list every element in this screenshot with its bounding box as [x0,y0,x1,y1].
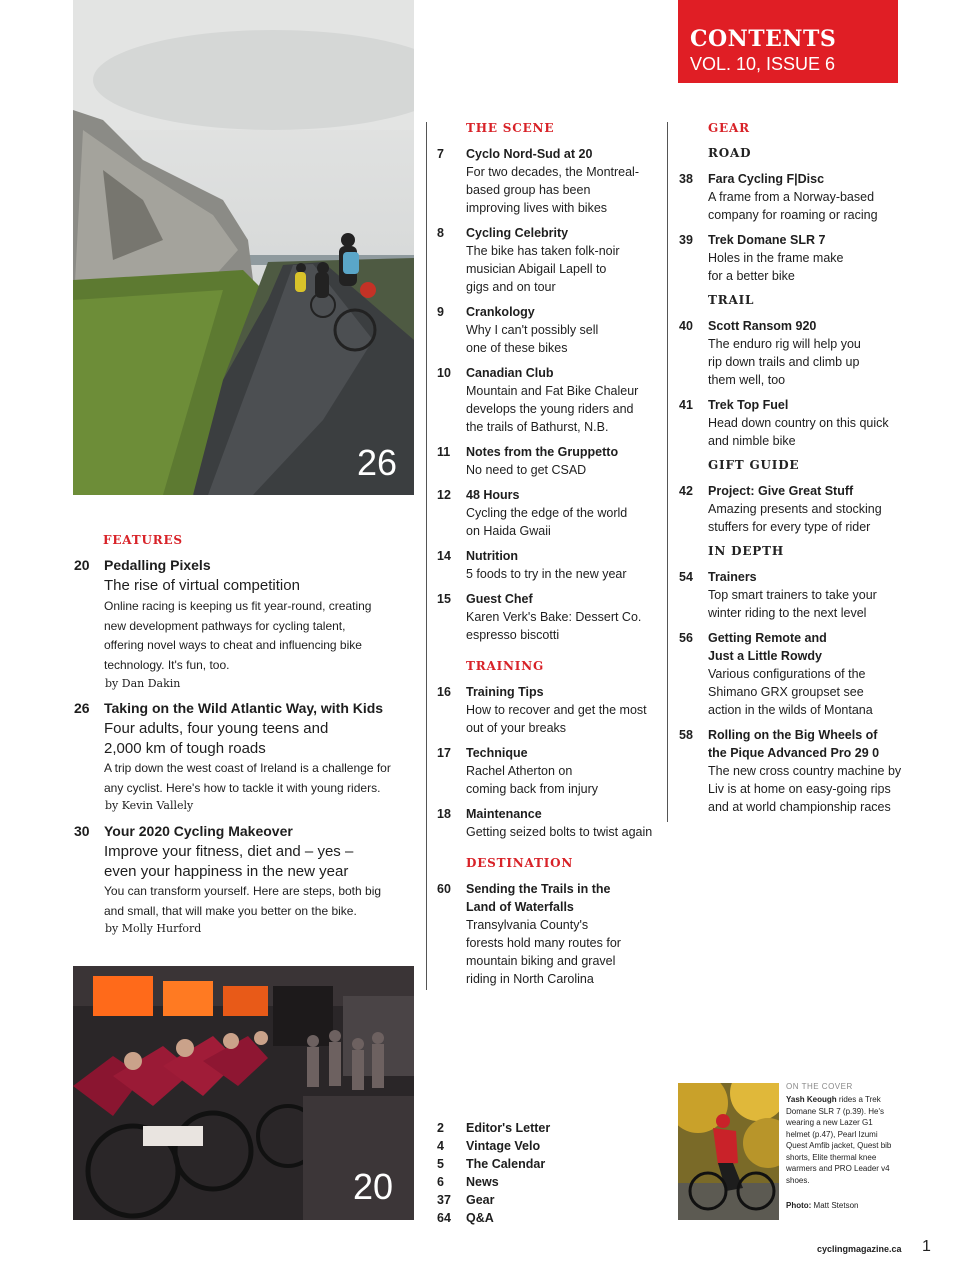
department-page: 5 [437,1157,444,1171]
entry-page: 14 [437,549,451,563]
entry-title: Project: Give Great Stuff [708,484,854,498]
entry-page: 18 [437,807,451,821]
feature-page: 26 [74,700,90,716]
entry-description: Mountain and Fat Bike Chaleur develops the young riders and the trails of Bathurst, N.B. [466,384,639,434]
entry-title: Trek Domane SLR 7 [708,233,826,247]
entry-title: Canadian Club [466,366,554,380]
entry-description: The enduro rig will help you rip down trails and climb up them well, too [708,337,861,387]
feature-dek: The rise of virtual competition [104,577,300,594]
feature-dek: Improve your fitness, diet and – yes – even your happiness in the new year [104,843,354,880]
department-item[interactable] [437,1173,499,1191]
entry-description: For two decades, the Montreal- based group has been improving lives with bikes [466,165,639,215]
cover-photo [678,1083,779,1220]
entry-description: 5 foods to try in the new year [466,567,627,581]
feature-byline: by Molly Hurford [105,922,202,935]
entry-page: 16 [437,685,451,699]
entry-title: Trek Top Fuel [708,398,789,412]
feature-description: Online racing is keeping us fit year-round, creating new development pathways for cycling talent, offering novel ways to cheat and influencing bike technology. It's fun, too. [104,599,372,672]
entry-title: Maintenance [466,807,542,821]
page-title: CONTENTS [690,26,837,52]
entry-page: 17 [437,746,451,760]
gift-guide-subheading: GIFT GUIDE [708,458,800,472]
entry-description: How to recover and get the most out of your breaks [466,703,647,735]
entry-title: Fara Cycling F|Disc [708,172,825,186]
entry-description: The bike has taken folk-noir musician Abigail Lapell to gigs and on tour [466,244,620,294]
trail-subheading: TRAIL [708,293,755,307]
feature-title: Your 2020 Cycling Makeover [104,823,293,839]
credit-label: Photo: [786,1201,812,1210]
entry-description: A frame from a Norway-based company for roaming or racing [708,190,878,222]
department-title: Vintage Velo [466,1139,541,1153]
destination-heading: DESTINATION [466,856,574,870]
department-page: 64 [437,1211,451,1225]
entry-title: Cyclo Nord-Sud at 20 [466,147,593,161]
credit-name: Matt Stetson [811,1201,859,1210]
training-heading: TRAINING [466,659,545,673]
entry-description: The new cross country machine by Liv is at home on easy-going rips and at world championship races [708,764,902,814]
contents-header [678,0,898,83]
entry-description: Karen Verk's Bake: Dessert Co. espresso biscotti [466,610,642,642]
cover-caption [786,1094,896,1186]
entry-description: Rachel Atherton on coming back from injury [466,764,598,796]
entry-title: Scott Ransom 920 [708,319,817,333]
entry-page: 39 [679,233,693,247]
department-item[interactable] [437,1119,550,1137]
entry-title: Training Tips [466,685,544,699]
column-divider [426,122,427,990]
department-item[interactable] [437,1209,494,1227]
entry-title: Rolling on the Big Wheels of the Pique Advanced Pro 29 0 [708,728,880,760]
cover-caption-text: rides a Trek Domane SLR 7 (p.39). He's wearing a new Lazer G1 helmet (p.47), Pearl Izumi Quest Amfib jacket, Quest bib shorts, Elite thermal knee warmers and PRO Leader v4 shoes. [786,1095,892,1185]
department-title: News [466,1175,499,1189]
department-title: Q&A [466,1211,494,1225]
entry-description: Various configurations of the Shimano GRX groupset see action in the wilds of Montana [708,667,873,717]
entry-description: Getting seized bolts to twist again [466,825,653,839]
photo-credit [786,1201,858,1210]
entry-description: Top smart trainers to take your winter riding to the next level [708,588,877,620]
feature-description: A trip down the west coast of Ireland is a challenge for any cyclist. Here's how to tackle it with young riders. [104,761,391,795]
entry-page: 11 [437,445,451,459]
column-divider [667,122,668,822]
entry-page: 40 [679,319,693,333]
entry-title: Technique [466,746,528,760]
entry-title: Guest Chef [466,592,533,606]
page-number: 1 [922,1238,931,1255]
gear-heading: GEAR [708,121,750,135]
cover-label: ON THE COVER [786,1082,853,1091]
entry-page: 8 [437,226,444,240]
entry-title: 48 Hours [466,488,520,502]
entry-page: 38 [679,172,693,186]
entry-description: Transylvania County's forests hold many routes for mountain biking and gravel riding in North Carolina [466,918,621,986]
photo-page-number: 20 [353,1166,394,1207]
entry-description: Head down country on this quick and nimble bike [708,416,889,448]
photo-coastal-road [73,0,414,495]
entry-description: Holes in the frame make for a better bike [708,251,844,283]
entry-page: 60 [437,882,451,896]
entry-page: 58 [679,728,693,742]
department-page: 2 [437,1121,444,1135]
department-page: 6 [437,1175,444,1189]
site-url[interactable]: cyclingmagazine.ca [817,1244,902,1254]
feature-byline: by Kevin Vallely [105,799,194,812]
feature-byline: by Dan Dakin [105,677,181,690]
entry-page: 7 [437,147,444,161]
entry-page: 9 [437,305,444,319]
photo-page-number: 26 [357,442,398,483]
entry-description: Amazing presents and stocking stuffers for every type of rider [708,502,882,534]
entry-title: Nutrition [466,549,519,563]
photo-virtual-racing [73,966,414,1220]
road-subheading: ROAD [708,146,752,160]
feature-title: Taking on the Wild Atlantic Way, with Kids [104,700,384,716]
department-page: 4 [437,1139,444,1153]
feature-page: 30 [74,823,90,839]
department-title: Gear [466,1193,495,1207]
department-item[interactable] [437,1137,540,1155]
department-item[interactable] [437,1155,545,1173]
entry-page: 42 [679,484,693,498]
entry-title: Getting Remote and Just a Little Rowdy [708,631,827,663]
feature-dek: Four adults, four young teens and 2,000 km of tough roads [104,720,329,757]
department-page: 37 [437,1193,451,1207]
entry-title: Crankology [466,305,535,319]
entry-description: Cycling the edge of the world on Haida Gwaii [466,506,628,538]
feature-description: You can transform yourself. Here are steps, both big and small, that will make you better on the bike. [104,884,382,918]
entry-title: Notes from the Gruppetto [466,445,619,459]
entry-title: Sending the Trails in the Land of Waterfalls [466,882,611,914]
entry-page: 54 [679,570,693,584]
entry-title: Trainers [708,570,757,584]
entry-description: No need to get CSAD [466,463,587,477]
entry-description: Why I can't possibly sell one of these bikes [466,323,599,355]
feature-page: 20 [74,557,90,573]
department-title: The Calendar [466,1157,546,1171]
issue-label: VOL. 10, ISSUE 6 [690,54,836,74]
feature-title: Pedalling Pixels [104,557,211,573]
in-depth-subheading: IN DEPTH [708,544,785,558]
entry-page: 10 [437,366,451,380]
entry-page: 15 [437,592,451,606]
department-title: Editor's Letter [466,1121,551,1135]
department-item[interactable] [437,1191,495,1209]
entry-title: Cycling Celebrity [466,226,569,240]
entry-page: 12 [437,488,451,502]
cover-rider-name: Yash Keough [786,1095,837,1104]
entry-page: 41 [679,398,693,412]
features-heading: FEATURES [103,533,183,547]
scene-heading: THE SCENE [466,121,555,135]
entry-page: 56 [679,631,693,645]
